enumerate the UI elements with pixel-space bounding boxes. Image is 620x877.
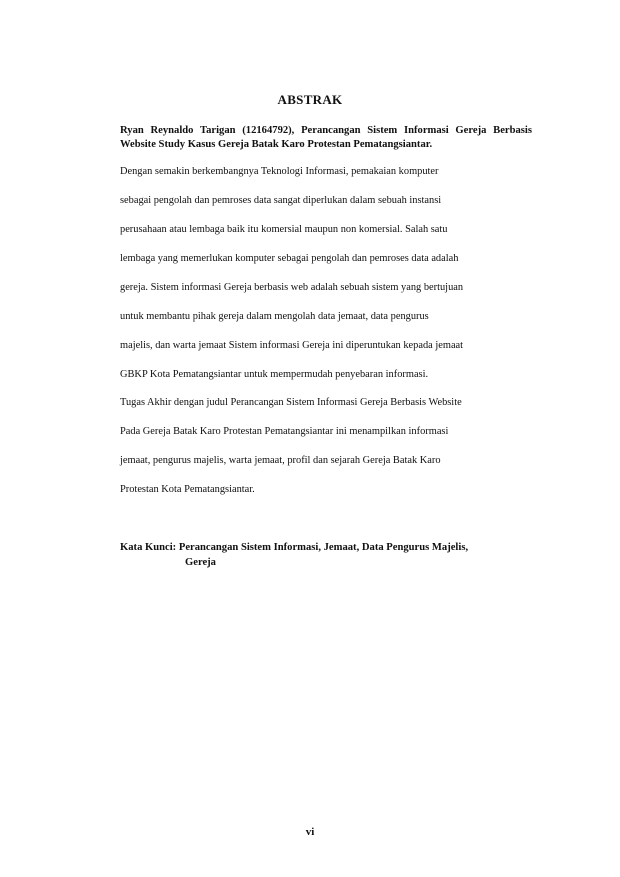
body-line: sebagai pengolah dan pemroses data sangat diperlukan dalam sebuah instansi	[120, 195, 442, 206]
body-line: majelis, dan warta jemaat Sistem informasi Gereja ini diperuntukan kepada jemaat	[120, 340, 464, 351]
body-line: Dengan semakin berkembangnya Teknologi Informasi, pemakaian komputer	[120, 166, 439, 177]
body-line: lembaga yang memerlukan komputer sebagai pengolah dan pemroses data adalah	[120, 253, 459, 264]
body-line: gereja. Sistem informasi Gereja berbasis web adalah sebuah sistem yang bertujuan	[120, 282, 464, 293]
author-citation: Ryan Reynaldo Tarigan (12164792), Perancangan Sistem Informasi Gereja Berbasis Website Study Kasus Gereja Batak Karo Protestan Pematangsiantar.	[120, 125, 532, 150]
keywords-block	[120, 540, 540, 570]
body-line: GBKP Kota Pematangsiantar untuk mempermudah penyebaran informasi.	[120, 369, 429, 380]
body-line: perusahaan atau lembaga baik itu komersial maupun non komersial. Salah satu	[120, 224, 448, 235]
body-line: jemaat, pengurus majelis, warta jemaat, profil dan sejarah Gereja Batak Karo	[120, 455, 441, 466]
keywords-continuation: Gereja	[185, 557, 216, 568]
body-line: untuk membantu pihak gereja dalam mengolah data jemaat, data pengurus	[120, 311, 429, 322]
body-line: Tugas Akhir dengan judul Perancangan Sistem Informasi Gereja Berbasis Website	[120, 397, 462, 408]
body-line: Protestan Kota Pematangsiantar.	[120, 484, 255, 495]
page-number: vi	[305, 826, 315, 838]
abstract-title: ABSTRAK	[277, 92, 343, 107]
body-line: Pada Gereja Batak Karo Protestan Pematangsiantar ini menampilkan informasi	[120, 426, 449, 437]
keywords-line: Kata Kunci: Perancangan Sistem Informasi, Jemaat, Data Pengurus Majelis,	[120, 542, 469, 553]
